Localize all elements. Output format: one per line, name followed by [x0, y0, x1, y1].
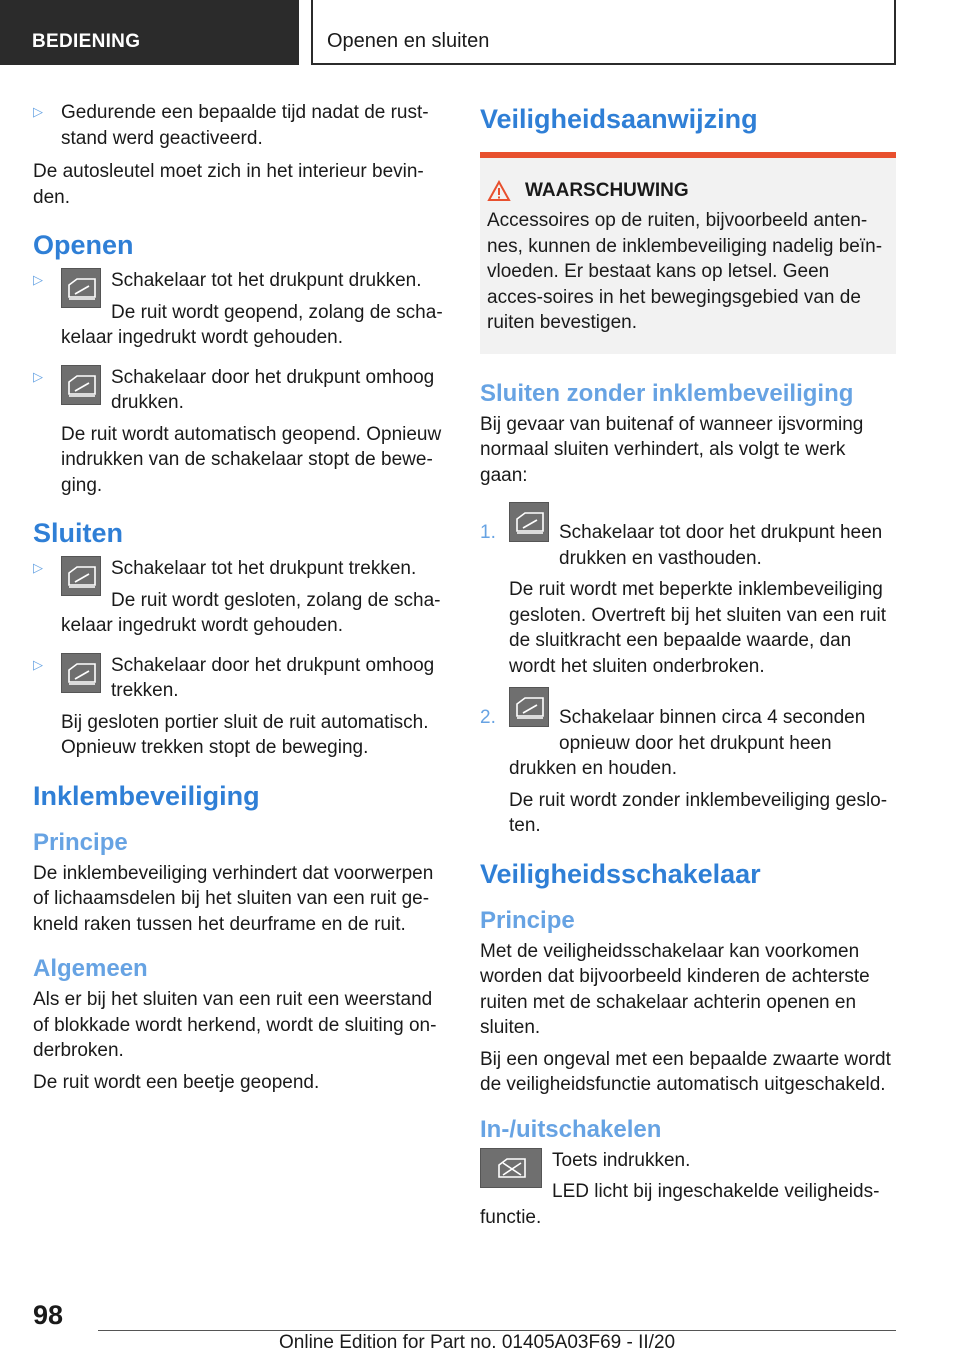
zonder-step2: Schakelaar binnen circa 4 seconden opnieuw door het drukpunt heen drukken en houden.: [509, 707, 866, 779]
zonder-step2-detail: De ruit wordt zonder inklembeveiliging geslo-ten.: [509, 789, 888, 836]
intro-bullet-text: Gedurende een bepaalde tijd nadat de rust-stand werd geactiveerd.: [61, 102, 429, 149]
footer-divider: [98, 1330, 896, 1331]
openen-step1-detail: De ruit wordt geopend, zolang de scha-kelaar ingedrukt wordt gehouden.: [61, 301, 443, 348]
warning-title-text: WAARSCHUWING: [525, 180, 689, 201]
window-lock-switch-icon: [480, 1148, 542, 1188]
list-item: [480, 687, 896, 839]
openen-step2-detail: De ruit wordt automatisch geopend. Opnieuw indrukken van de schakelaar stopt de bewe-ging.: [61, 423, 442, 496]
subheading-principe-2: Principe: [480, 906, 575, 934]
list-item: [33, 100, 448, 151]
heading-veiligheidsaanwijzing: Veiligheidsaanwijzing: [480, 104, 758, 134]
list-item: [33, 556, 448, 645]
sluiten-step1: Schakelaar tot het drukpunt trekken.: [111, 558, 417, 579]
heading-sluiten: Sluiten: [33, 518, 124, 548]
zonder-intro: Bij gevaar van buitenaf of wanneer ijsvorming normaal sluiten verhindert, als volgt te werk gaan:: [480, 413, 864, 486]
footer-edition: Online Edition for Part no. 01405A03F69 - II/20: [279, 1332, 676, 1353]
subheading-sluiten-zonder: Sluiten zonder inklembeveiliging: [480, 379, 854, 407]
triangle-right-icon: ▷: [33, 368, 43, 384]
header-section-tab: [0, 0, 299, 65]
in-uit-step: Toets indrukken.: [552, 1149, 691, 1171]
list-item: [33, 268, 448, 357]
sluiten-step2-detail: Bij gesloten portier sluit de ruit automatisch. Opnieuw trekken stopt de beweging.: [61, 711, 429, 758]
window-switch-icon: [61, 653, 101, 693]
warning-text: Accessoires op de ruiten, bijvoorbeeld anten-nes, kunnen de inklembeveiliging nadelig beïn-vloeden. Er bestaat kans op letsel. Geen acces-soires in het bewegingsgebied van de ruiten bevestigen.: [487, 210, 883, 333]
subheading-principe: Principe: [33, 828, 128, 856]
zonder-step1: Schakelaar tot door het drukpunt heen drukken en vasthouden.: [559, 522, 883, 569]
openen-step2: Schakelaar door het drukpunt omhoog drukken.: [111, 366, 435, 413]
schakelaar-principe-text: Met de veiligheidsschakelaar kan voorkomen worden dat bijvoorbeeld kinderen de achterste ruiten met de schakelaar achterin openen en sluiten.: [480, 940, 870, 1038]
schakelaar-principe-text-2: Bij een ongeval met een bepaalde zwaarte wordt de veiligheidsfunctie automatisch uitgeschakeld.: [480, 1048, 891, 1095]
openen-step1: Schakelaar tot het drukpunt drukken.: [111, 270, 422, 291]
list-item: [480, 502, 896, 679]
subheading-in-uitschakelen: In-/uitschakelen: [480, 1115, 662, 1143]
in-uit-detail: LED licht bij ingeschakelde veiligheids-functie.: [480, 1181, 880, 1228]
window-switch-icon: [509, 502, 549, 542]
warning-title: [487, 180, 888, 202]
sluiten-step1-detail: De ruit wordt gesloten, zolang de scha-kelaar ingedrukt wordt gehouden.: [61, 589, 441, 636]
triangle-right-icon: ▷: [33, 656, 43, 672]
list-item: [33, 365, 448, 499]
header-chapter-label: Openen en sluiten: [327, 30, 490, 52]
window-switch-icon: [509, 687, 549, 727]
subheading-algemeen: Algemeen: [33, 955, 148, 982]
window-switch-icon: [61, 556, 101, 596]
warning-triangle-icon: [487, 180, 511, 202]
principe-text: De inklembeveiliging verhindert dat voorwerpen of lichaamsdelen bij het sluiten van een ruit ge-kneld raken tussen het deurframe en de ruit.: [33, 862, 434, 935]
heading-inklembeveiliging: Inklembeveiliging: [33, 780, 260, 811]
step-number: 1.: [480, 522, 496, 543]
header-section-label: BEDIENING: [32, 31, 141, 52]
list-item: [480, 1148, 896, 1231]
header-chapter-tab: [311, 0, 896, 65]
page-number: 98: [33, 1300, 64, 1330]
window-switch-icon: [61, 365, 101, 405]
heading-openen: Openen: [33, 230, 134, 260]
intro-paragraph: De autosleutel moet zich in het interieur bevin-den.: [33, 161, 424, 208]
zonder-step1-detail: De ruit wordt met beperkte inklembeveiliging gesloten. Overtreft bij het sluiten van een ruit de sluitkracht een bepaalde waarde, dan wordt het sluiten onderbroken.: [509, 579, 887, 677]
heading-veiligheidsschakelaar: Veiligheidsschakelaar: [480, 858, 761, 889]
triangle-right-icon: ▷: [33, 272, 43, 287]
window-switch-icon: [61, 268, 101, 308]
triangle-right-icon: ▷: [33, 560, 43, 575]
sluiten-step2: Schakelaar door het drukpunt omhoog trekken.: [111, 654, 435, 701]
algemeen-text: Als er bij het sluiten van een ruit een weerstand of blokkade wordt herkend, wordt de sluiting on-derbroken.: [33, 989, 437, 1061]
algemeen-text-2: De ruit wordt een beetje geopend.: [33, 1071, 320, 1093]
triangle-right-icon: ▷: [33, 104, 43, 119]
step-number: 2.: [480, 707, 496, 728]
list-item: [33, 653, 448, 761]
warning-box: [480, 152, 896, 354]
right-column: [480, 100, 896, 1236]
left-column: [33, 100, 448, 1101]
